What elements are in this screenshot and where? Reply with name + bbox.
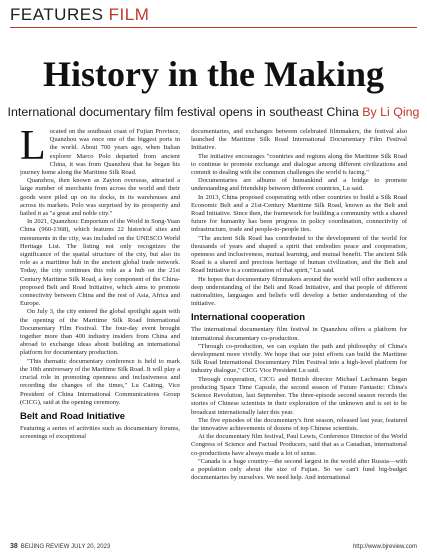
- paragraph: "Canada is a huge country—the second largest in the world after Russia—with a population only about the size of Fujian. So we can't fund big-budget documentaries by ourselves. We need help. And international: [191, 457, 407, 482]
- paragraph: The initiative encourages "countries and regions along the Maritime Silk Road to continue to promote exchange and dialogue among different civilizations and commit to dealing with the common challenges the world is facing.": [191, 152, 407, 177]
- publication-info: BEIJING REVIEW JULY 20, 2023: [20, 544, 111, 550]
- paragraph: Featuring a series of activities such as documentary forums, screenings of exceptional: [20, 424, 180, 441]
- header-rule: [10, 27, 417, 28]
- right-column: [191, 128, 407, 548]
- paragraph: [20, 128, 180, 177]
- paragraph: He hopes that documentary filmmakers around the world will offer audiences a deep understanding of the Belt and Road Initiative, and that people of different nationalities, languages and beliefs will develop a better understanding of the initiative.: [191, 275, 407, 308]
- paragraph: The five episodes of the documentary's first season, released last year, featured the innovative achievements of dozens of top Chinese scientists.: [191, 416, 407, 432]
- subtitle-text: International documentary film festival opens in southeast China: [7, 105, 359, 119]
- paragraph-text: ocated on the southeast coast of Fujian Province, Quanzhou was once one of the biggest ports in the world. About 700 years ago, when Italian explorer Marco Polo departed from ancient China, it was from Quanzhou that he began his journey home along the Maritime Silk Road.: [20, 128, 180, 177]
- section-label-accent: FILM: [108, 5, 150, 24]
- paragraph: Quanzhou, then known as Zayton overseas, attracted a large number of merchants from across the world and their goods were piled up on its docks, in its warehouses and across its markets. Polo was surprised by its prosperity and hailed it as "a great and noble city.": [20, 177, 180, 218]
- website-link[interactable]: http://www.bjreview.com: [352, 544, 417, 550]
- paragraph: "The ancient Silk Road has contributed to the development of the world for thousands of years and shaped a spirit that embodies peace and cooperation, openness and inclusiveness, mutual learning, and mutual benefit. The ancient Silk Road is a shared and precious heritage of human civilization, and the Belt and Road Initiative is a continuation of that spirit," Lu said.: [191, 234, 407, 275]
- byline: By Li Qing: [362, 105, 420, 119]
- article-title: History in the Making: [42, 54, 384, 94]
- left-column: [20, 128, 180, 548]
- paragraph: In 2013, China proposed cooperating with other countries to build a Silk Road Economic Belt and a 21st-Century Maritime Silk Road, known as the Belt and Road Initiative. Since then, the framework for building a community with a shared future for humanity has been progress in policy coordination, connectivity of infrastructure, trade and people-to-people ties.: [191, 193, 407, 234]
- paragraph: Through cooperation, CICG and British director Michael Lachmann began producing Space Time Capsule, the second season of Future Fantastic: China's Science Revolution, last September. The three-episode second season records the stories of Chinese scientists in their exploration of the unknown and is set to be broadcast internationally later this year.: [191, 375, 407, 416]
- section-label: [10, 6, 149, 24]
- paragraph: The international documentary film festival in Quanzhou offers a platform for international documentary co-production.: [191, 326, 407, 342]
- paragraph: At the documentary film festival, Paul Lewis, Conference Director of the World Congress of Science and Factual Producers, said that as a Canadian, international co-productions have always made a lot of sense.: [191, 433, 407, 457]
- paragraph: "Through co-production, we can explain the path and philosophy of China's development more vividly. We hope that our joint efforts can build the Maritime Silk Road International Documentary Film Festival into a high-level platform for industry dialogue," CICG Vice President Lu said.: [191, 342, 407, 375]
- article-subtitle: [0, 105, 427, 120]
- page-footer: [10, 542, 417, 552]
- page-number: 38: [10, 543, 18, 550]
- section-label-main: FEATURES: [10, 5, 104, 24]
- paragraph: On July 3, the city entered the global spotlight again with the opening of the Maritime Silk Road International Documentary Film Festival. The four-day event brought together more than 400 industry insiders from China and abroad to exchange ideas about building an international platform for documentary production.: [20, 308, 180, 357]
- paragraph: documentaries, and exchanges between celebrated filmmakers, the festival also launched the Maritime Silk Road International Documentary Film Festival Initiative.: [191, 128, 407, 152]
- section-heading: Belt and Road Initiative: [20, 410, 126, 422]
- section-heading: International cooperation: [191, 312, 306, 324]
- paragraph: In 2021, Quanzhou: Emporium of the World in Song-Yuan China (960-1368), which features 22 historical sites and monuments in the city, was included on the UNESCO World Heritage List. The listing not only recognizes the significance of the spatial structure of the city, but also its role as a maritime hub in the ancient global trade network. Today, the city continues this role as a hub on the 21st Century Maritime Silk Road, a key component of the China-proposed Belt and Road Initiative, which aims to promote connectivity between China and the rest of Asia, Africa and Europe.: [20, 218, 180, 308]
- drop-cap: L: [20, 128, 46, 169]
- paragraph: Documentaries are albums of humankind and a bridge to promote understanding and friendship between different countries, Lu said.: [191, 177, 407, 193]
- paragraph: "This thematic documentary conference is held to mark the 10th anniversary of the Maritime Silk Road. It will play a crucial role in promoting openness and inclusiveness and recording the changes of the times," Lu Caiting, Vice President of China International Communications Group (CICG), said at the opening ceremony.: [20, 357, 180, 406]
